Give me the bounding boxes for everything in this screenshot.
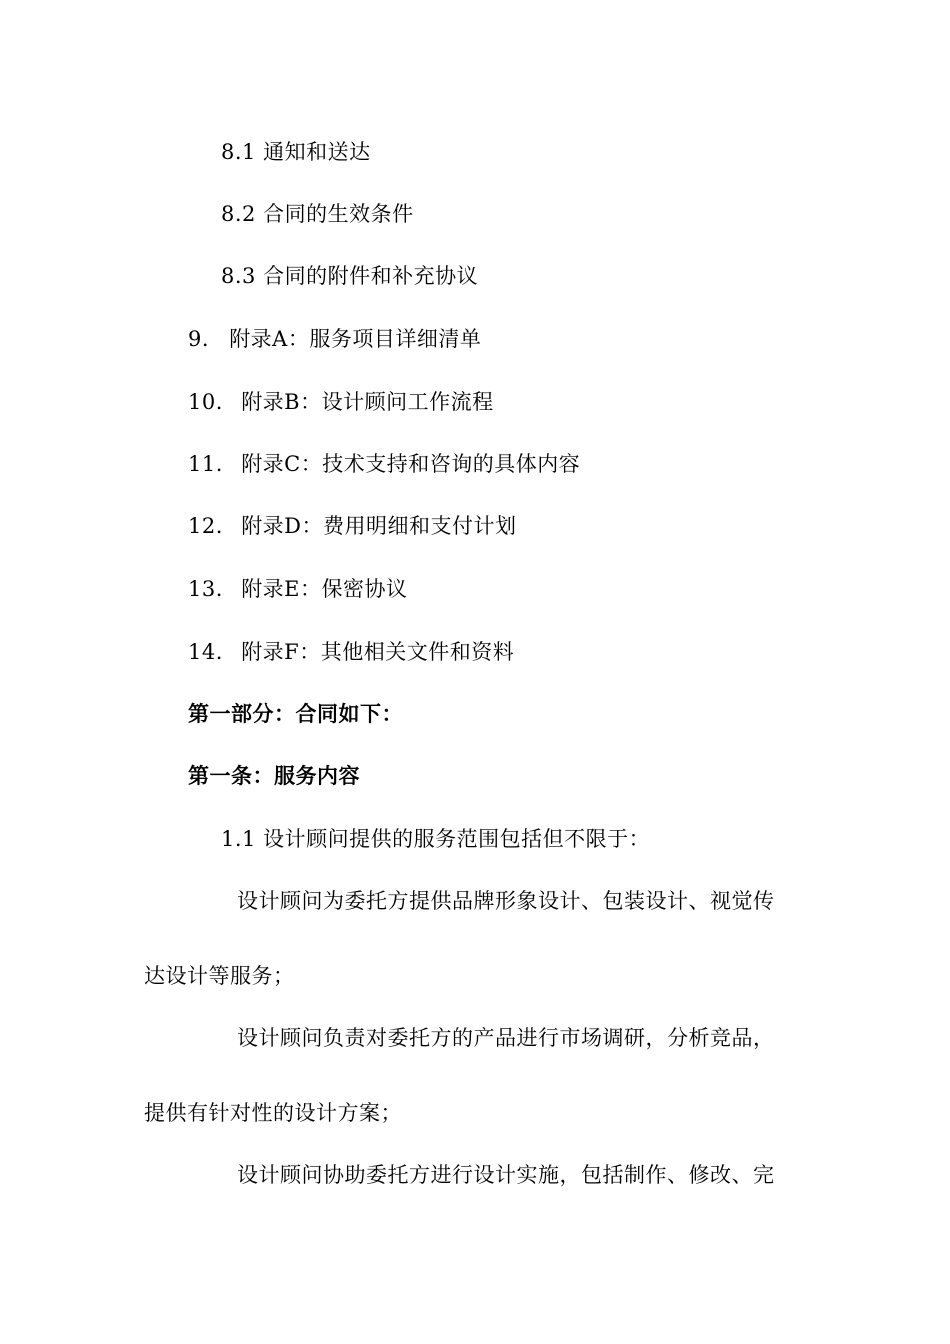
toc-number: 14.: [188, 640, 223, 664]
toc-number: 8.2: [221, 202, 256, 226]
paragraph-2-line-2: 提供有针对性的设计方案；: [144, 1101, 402, 1125]
article-heading: 第一条：服务内容: [188, 764, 360, 788]
toc-number: 10.: [188, 390, 223, 414]
toc-number: 8.3: [221, 264, 256, 288]
paragraph-1-line-1: 设计顾问为委托方提供品牌形象设计、包装设计、视觉传: [237, 889, 775, 913]
toc-text: 通知和送达: [263, 140, 371, 164]
toc-text: 附录A：服务项目详细清单: [229, 327, 482, 351]
toc-number: 12.: [188, 514, 223, 538]
clause-1-1: [221, 825, 650, 853]
toc-text: 附录D：费用明细和支付计划: [241, 514, 517, 538]
toc-item-11: [188, 450, 580, 478]
toc-text: 合同的附件和补充协议: [263, 264, 479, 288]
toc-item-12: [188, 512, 517, 540]
paragraph-3-line-1: 设计顾问协助委托方进行设计实施，包括制作、修改、完: [237, 1163, 775, 1187]
clause-text: 设计顾问提供的服务范围包括但不限于：: [263, 827, 651, 851]
toc-item-8-3: [221, 262, 478, 290]
paragraph-1-line-2: 达设计等服务；: [144, 964, 295, 988]
toc-text: 附录C：技术支持和咨询的具体内容: [241, 452, 581, 476]
toc-item-13: [188, 575, 408, 603]
toc-number: 11.: [188, 452, 223, 476]
toc-item-14: [188, 638, 514, 666]
paragraph-2-line-1: 设计顾问负责对委托方的产品进行市场调研，分析竞品，: [237, 1026, 775, 1050]
toc-item-10: [188, 388, 494, 416]
part-heading: 第一部分：合同如下：: [188, 702, 403, 726]
toc-number: 13.: [188, 577, 223, 601]
toc-item-8-2: [221, 200, 414, 228]
toc-text: 合同的生效条件: [263, 202, 414, 226]
toc-text: 附录E：保密协议: [241, 577, 408, 601]
clause-number: 1.1: [221, 827, 256, 851]
toc-number: 8.1: [221, 140, 256, 164]
toc-text: 附录F：其他相关文件和资料: [241, 640, 515, 664]
toc-number: 9.: [188, 327, 210, 351]
toc-item-8-1: [221, 138, 371, 166]
toc-text: 附录B：设计顾问工作流程: [241, 390, 494, 414]
toc-item-9: [188, 325, 481, 353]
